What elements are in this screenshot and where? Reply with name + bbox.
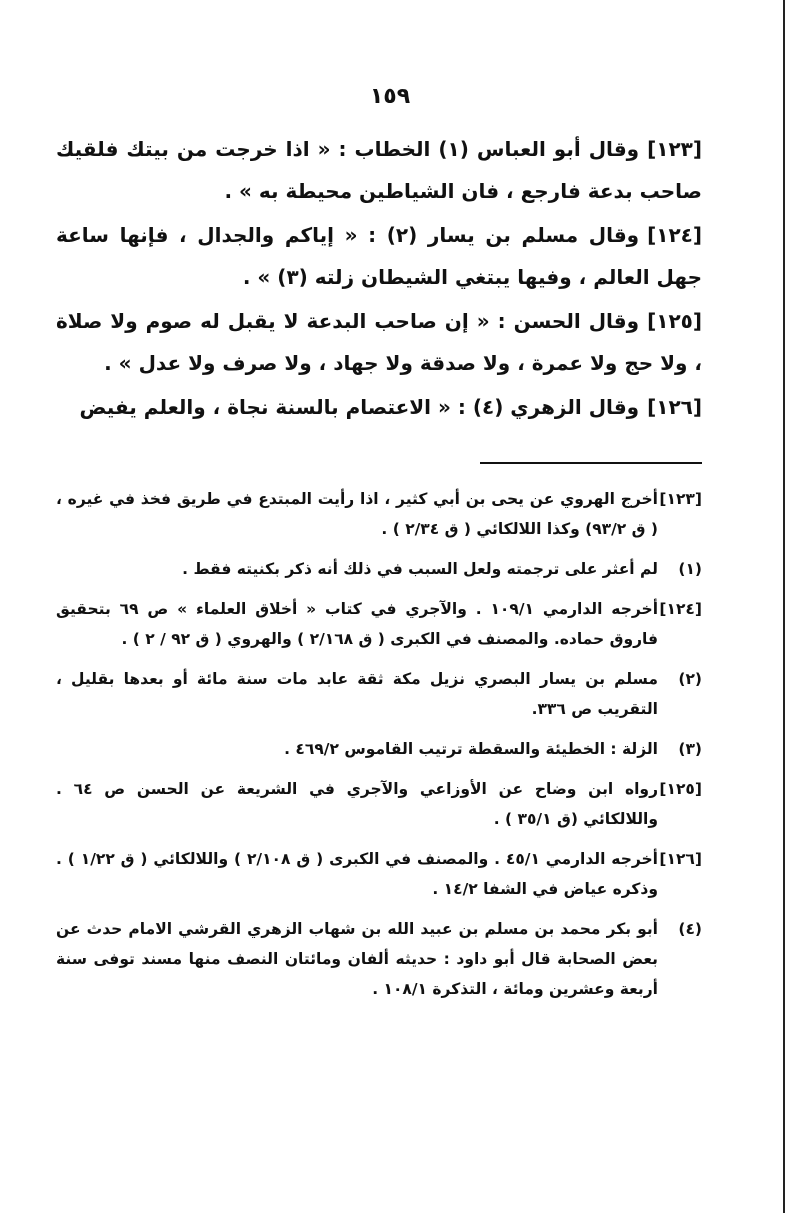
footnote-text: أخرجه الدارمي ١٠٩/١ . والآجري في كتاب « أخلاق العلماء » ص ٦٩ بتحقيق فاروق حماده. والمصنف في الكبرى ( ق ٢/١٦٨ ) والهروي ( ق ٩٢ / ٢ ) . <box>56 600 659 648</box>
footnote-mark: [١٢٣] <box>659 490 702 508</box>
footnote-text: أخرجه الدارمي ٤٥/١ . والمصنف في الكبرى ( ق ٢/١٠٨ ) واللالكائي ( ق ١/٢٢ ) . وذكره عياض في الشفا ١٤/٢ . <box>56 850 658 898</box>
footnote <box>56 774 702 834</box>
footnote <box>56 844 702 904</box>
paragraph-number: [١٢٤] <box>647 223 703 247</box>
page-edge-line <box>783 0 785 1213</box>
footnote-mark: (٢) <box>678 670 702 688</box>
footnote-text: مسلم بن يسار البصري نزيل مكة ثقة عابد مات سنة مائة أو بعدها بقليل ، التقريب ص ٣٣٦. <box>56 670 658 718</box>
footnote <box>56 594 702 654</box>
paragraph-text: وقال مسلم بن يسار (٢) : « إياكم والجدال ، فإنها ساعة جهل العالم ، وفيها يبتغي الشيطان زلته (٣) » . <box>56 223 702 289</box>
footnote <box>56 914 702 1004</box>
footnote <box>56 484 702 544</box>
paragraph-number: [١٢٦] <box>647 395 702 419</box>
footnote <box>56 734 702 764</box>
footnote-text: لم أعثر على ترجمته ولعل السبب في ذلك أنه ذكر بكنيته فقط . <box>182 560 658 578</box>
footnote-text: أخرج الهروي عن يحى بن أبي كثير ، اذا رأيت المبتدع في طريق فخذ في غيره ، ( ق ٩٣/٢) وكذا اللالكائي ( ق ٢/٣٤ ) . <box>56 490 658 538</box>
paragraph-125 <box>56 300 702 384</box>
paragraph-text: وقال الحسن : « إن صاحب البدعة لا يقبل له صوم ولا صلاة ، ولا حج ولا عمرة ، ولا صدقة ولا جهاد ، ولا صرف ولا عدل » . <box>56 309 702 375</box>
footnote-text: رواه ابن وضاح عن الأوزاعي والآجري في الشريعة عن الحسن ص ٦٤ . واللالكائي (ق ٣٥/١ ) . <box>56 780 658 828</box>
footnotes <box>56 484 702 1014</box>
main-text <box>56 128 702 430</box>
footnote-mark: [١٢٦] <box>659 850 702 868</box>
footnote-text: أبو بكر محمد بن مسلم بن عبيد الله بن شهاب الزهري القرشي الامام حدث عن بعض الصحابة قال أبو داود : حديثه ألفان ومائتان النصف منها مسند توفى سنة أربعة وعشرين ومائة ، التذكرة ١٠٨/١ . <box>56 920 658 998</box>
footnote <box>56 664 702 724</box>
paragraph-123 <box>56 128 702 212</box>
footnote-text: الزلة : الخطيئة والسقطة ترتيب القاموس ٤٦٩/٢ . <box>284 740 658 758</box>
footnote-mark: [١٢٥] <box>659 780 702 798</box>
paragraph-text: وقال أبو العباس (١) الخطاب : « اذا خرجت من بيتك فلقيك صاحب بدعة فارجع ، فان الشياطين محيطة به » . <box>56 137 702 203</box>
page-number: ١٥٩ <box>369 84 411 109</box>
footnote-mark: (٤) <box>678 920 702 938</box>
paragraph-126 <box>56 386 702 428</box>
footnote <box>56 554 702 584</box>
footnote-mark: (٣) <box>678 740 702 758</box>
paragraph-number: [١٢٥] <box>647 309 702 333</box>
paragraph-text: وقال الزهري (٤) : « الاعتصام بالسنة نجاة ، والعلم يفيض <box>79 395 640 419</box>
footnote-mark: [١٢٤] <box>659 600 702 618</box>
paragraph-number: [١٢٣] <box>647 137 702 161</box>
paragraph-124 <box>56 214 702 298</box>
footnote-separator <box>480 462 702 464</box>
footnote-mark: (١) <box>678 560 702 578</box>
